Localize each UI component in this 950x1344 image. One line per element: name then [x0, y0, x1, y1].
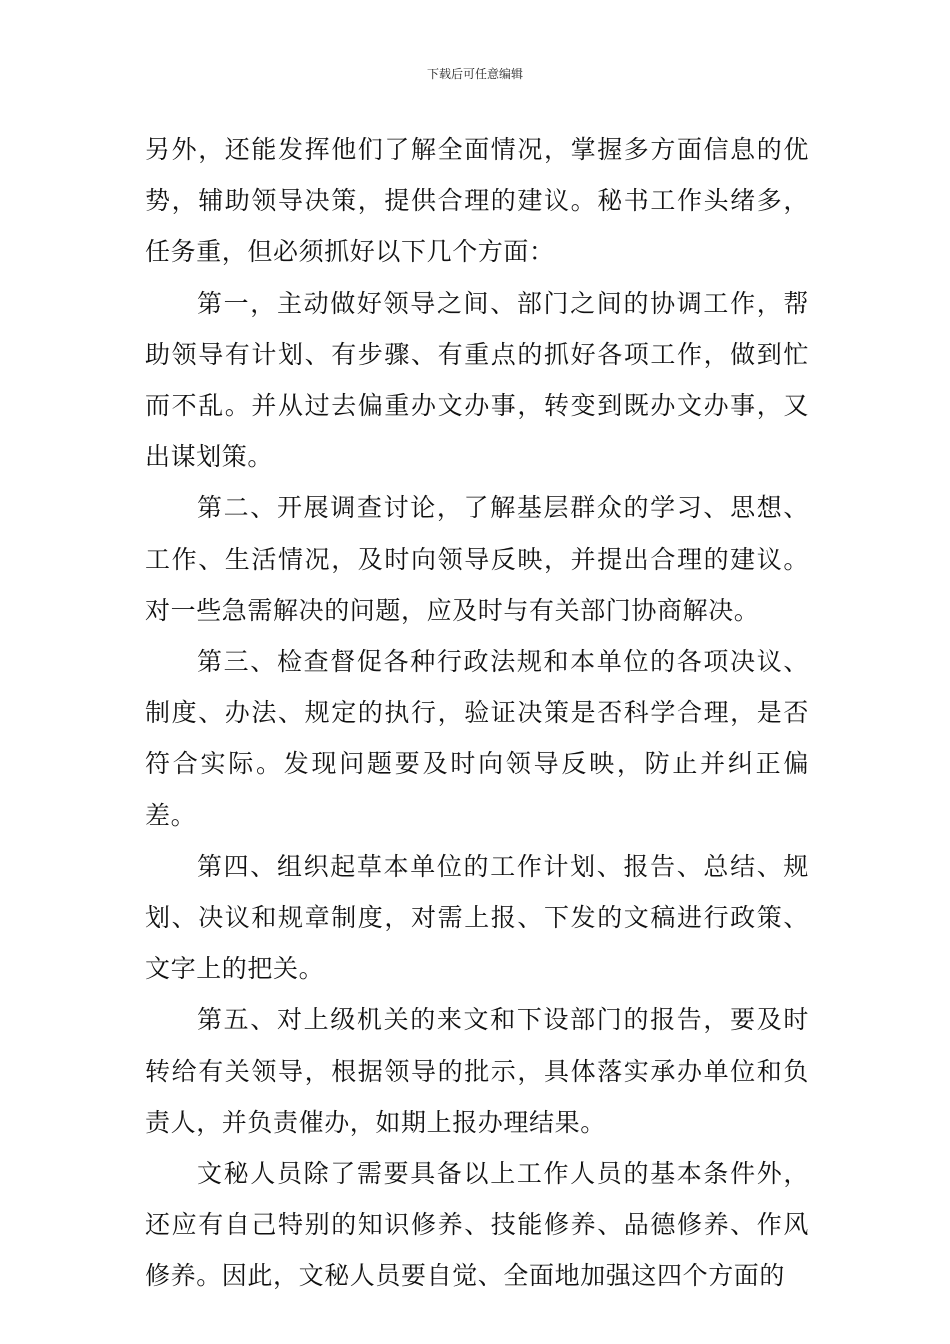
paragraph-cultivation: 文秘人员除了需要具备以上工作人员的基本条件外，还应有自己特别的知识修养、技能修养、品德修养、作风修养。因此，文秘人员要自觉、全面地加强这四个方面的	[145, 1159, 809, 1291]
paragraph-point-2: 第二、开展调查讨论，了解基层群众的学习、思想、工作、生活情况，及时向领导反映，并提出合理的建议。对一些急需解决的问题，应及时与有关部门协商解决。	[145, 493, 809, 625]
paragraph-point-4: 第四、组织起草本单位的工作计划、报告、总结、规划、决议和规章制度，对需上报、下发的文稿进行政策、文字上的把关。	[145, 851, 809, 984]
paragraph-point-1: 第一，主动做好领导之间、部门之间的协调工作，帮助领导有计划、有步骤、有重点的抓好各项工作，做到忙而不乱。并从过去偏重办文办事，转变到既办文办事，又出谋划策。	[145, 288, 809, 472]
page-header: 下载后可任意编辑	[426, 67, 523, 81]
paragraph-intro: 另外，还能发挥他们了解全面情况，掌握多方面信息的优势，辅助领导决策，提供合理的建议。秘书工作头绪多，任务重，但必须抓好以下几个方面：	[145, 135, 809, 267]
paragraph-point-5: 第五、对上级机关的来文和下设部门的报告，要及时转给有关领导，根据领导的批示，具体落实承办单位和负责人，并负责催办，如期上报办理结果。	[145, 1005, 809, 1137]
paragraph-point-3: 第三、检查督促各种行政法规和本单位的各项决议、制度、办法、规定的执行，验证决策是否科学合理，是否符合实际。发现问题要及时向领导反映，防止并纠正偏差。	[145, 647, 809, 830]
document-body	[145, 124, 809, 1302]
